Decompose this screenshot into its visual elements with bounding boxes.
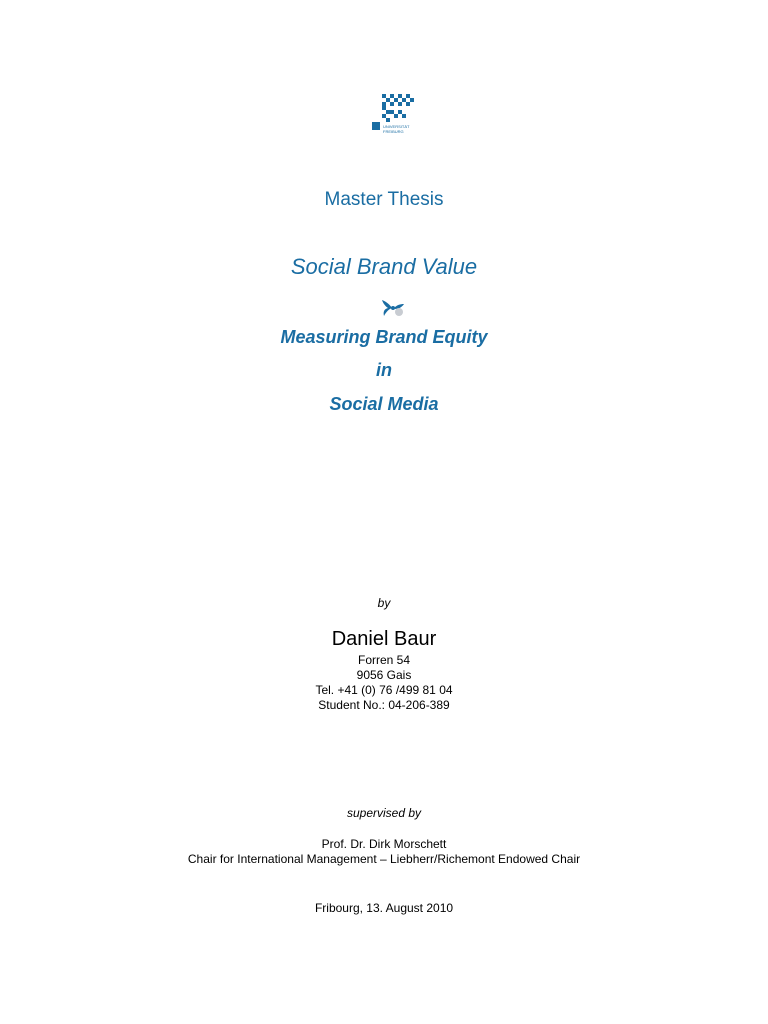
by-label: by <box>377 596 391 610</box>
university-logo-icon <box>368 92 418 138</box>
author-street: Forren 54 <box>357 653 411 667</box>
subtitle-line-2: in <box>376 360 392 380</box>
subtitle-line-1: Measuring Brand Equity <box>280 327 488 347</box>
thesis-title: Social Brand Value <box>290 254 478 279</box>
supervised-label: supervised by <box>346 806 422 820</box>
supervisor-chair: Chair for International Management – Liebherr/Richemont Endowed Chair <box>187 852 581 866</box>
author-student-number: Student No.: 04-206-389 <box>318 698 450 712</box>
subtitle-line-3: Social Media <box>329 394 439 414</box>
logo-text-line2: FREIBURG <box>383 129 404 134</box>
decorative-separator-icon <box>380 297 406 319</box>
author-city: 9056 Gais <box>356 668 412 682</box>
logo-text-line1: UNIVERSITÄT <box>383 124 410 129</box>
supervisor-name: Prof. Dr. Dirk Morschett <box>321 837 447 851</box>
author-name: Daniel Baur <box>331 628 437 650</box>
document-type: Master Thesis <box>324 189 444 210</box>
place-date: Fribourg, 13. August 2010 <box>314 901 454 915</box>
author-phone: Tel. +41 (0) 76 /499 81 04 <box>315 683 453 697</box>
